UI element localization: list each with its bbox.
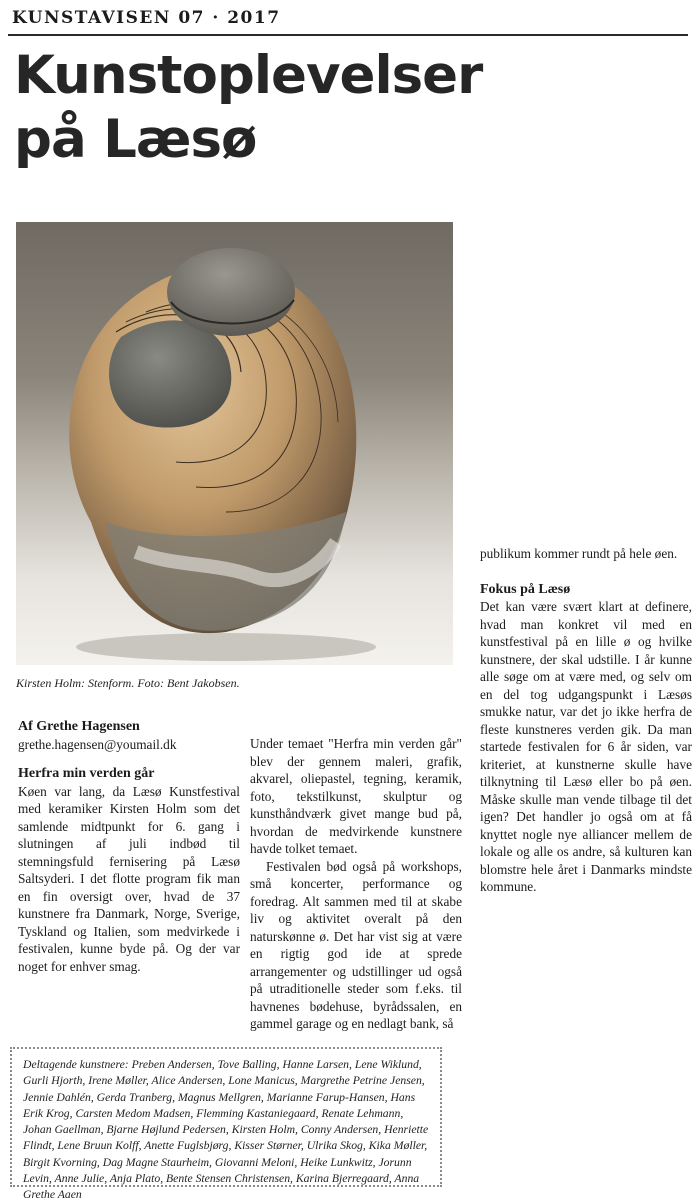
- headline-line-2: på Læsø: [14, 109, 257, 170]
- article-column-3: [480, 545, 692, 896]
- subheading-herfra: Herfra min verden går: [18, 766, 155, 781]
- stone-vessel-illustration: [16, 222, 453, 665]
- article-column-2: [250, 735, 462, 1033]
- headline: [14, 44, 534, 172]
- subheading-fokus: Fokus på Læsø: [480, 581, 571, 597]
- author-email: grethe.hagensen@youmail.dk: [18, 736, 177, 752]
- masthead-text: KUNSTAVISEN 07 · 2017: [12, 8, 281, 28]
- photo-caption: Kirsten Holm: Stenform. Foto: Bent Jakobsen.: [16, 676, 240, 690]
- byline: Af Grethe Hagensen: [18, 719, 140, 734]
- headline-line-1: Kunstoplevelser: [14, 45, 483, 106]
- paragraph-3-continued: publikum kommer rundt på hele øen.: [480, 546, 678, 561]
- article-photo: [16, 222, 453, 665]
- participants-list: Deltagende kunstnere: Preben Andersen, Tove Balling, Hanne Larsen, Lene Wiklund, Gurli Hjorth, Irene Møller, Alice Andersen, Lone Manicus, Margrethe Petrine Jensen, Jennie Dahlén, Gerda Tranberg, Magnus Mellgren, Marianne Farup-Hansen, Hans Erik Krog, Carsten Medom Madsen, Flemming Kastaniegaard, Renate Lehmann, Johan Gaellman, Bjarne Højlund Pedersen, Kirsten Holm, Conny Andersen, Henriette Flindt, Lene Bruun Kolff, Anette Fuglsbjørg, Kisser Størner, Ulrika Skog, Kika Møller, Birgit Kvorning, Dag Magne Staurheim, Giovanni Meloni, Heike Lunkwitz, Jorunn Levin, Anne Julie, Anja Plato, Bente Stensen Christensen, Karina Bjerregaard, Anna Grethe Aaen: [23, 1058, 429, 1202]
- paragraph-3: Festivalen bød også på workshops, små koncerter, performance og foredrag. Alt sammen med til at skabe liv og aktivitet overalt på den naturskønne ø. Det har vist sig at være en rigtig god ide at sprede arrangementer og udstillinger ud også på utraditionelle steder som f.eks. til havnenes bødehuse, byrådssalen, en gammel garage og en nedlagt bank, så: [250, 858, 462, 1031]
- masthead: [8, 6, 688, 36]
- paragraph-2: Under temaet "Herfra min verden går" blev der gennem maleri, grafik, akvarel, oliepastel, tegning, keramik, foto, tekstilkunst, skulptur og kunsthåndværk givet mange bud på, hvordan de medvirkende kunstnere havde tolket temaet.: [250, 736, 462, 856]
- paragraph-1: Køen var lang, da Læsø Kunstfestival med keramiker Kirsten Holm som det samlende midtpunkt for 6. gang i slutningen af juli indbød til stemningsfuld fernisering på Læsø Saltsyderi. I det flotte program fik man en fin oversigt over, hvad de 37 kunstnere fra Danmark, Norge, Sverige, Tyskland og Italien, som medvirkede i festivalen, kunne byde på. Og der var noget for enhver smag.: [18, 783, 240, 974]
- paragraph-4: Det kan være svært klart at definere, hvad man konkret vil med en kunstfestival på en lille ø og hvilke kunstnere, der skal udstille. I år kunne alle søge om at være med, og selv om en del tog udgangspunkt i Læsøs smukke natur, var det jo ikke herfra de fleste kunstneres verden gik. Da man startede festivalen for 6 år siden, var kriteriet, at kunstnerne skulle have tilknytning til Læsø eller bo på øen. Måske skulle man vende tilbage til det igen? Det handler jo også om at få knyttet nogle nye alliancer mellem de lokale og alle os andre, så kulturen kan blomstre hele året i Danmarks mindste kommune.: [480, 599, 692, 894]
- article-column-1: [18, 718, 240, 975]
- participants-box: [10, 1047, 442, 1202]
